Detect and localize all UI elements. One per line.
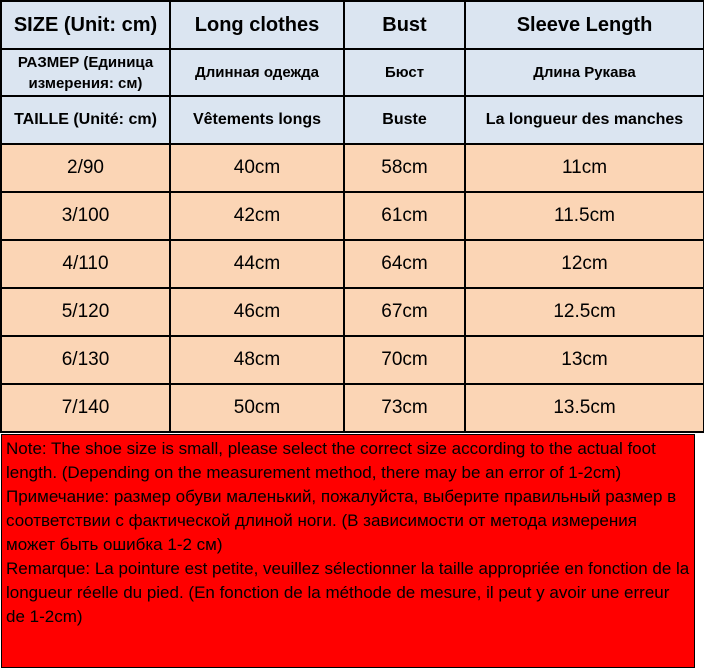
header-size-ru: РАЗМЕР (Единица измерения: см) [1,49,170,96]
note-russian: Примечание: размер обуви маленький, пожалуйста, выберите правильный размер в соответствии с фактической длиной ноги. (В зависимости от метода измерения может быть ошибка 1-2 см) [6,487,677,554]
sleeve-length-cell: 11cm [465,144,704,192]
header-row-russian [1,49,704,96]
note-english: Note: The shoe size is small, please select the correct size according to the actual foot length. (Depending on the measurement method, there may be an error of 1-2cm) [6,439,656,482]
bust-cell: 58cm [344,144,465,192]
long-clothes-cell: 50cm [170,384,344,432]
bust-cell: 70cm [344,336,465,384]
long-clothes-cell: 48cm [170,336,344,384]
long-clothes-cell: 46cm [170,288,344,336]
header-row-french [1,96,704,144]
header-bust-ru: Бюст [344,49,465,96]
table-row [1,384,704,432]
bust-cell: 67cm [344,288,465,336]
bust-cell: 64cm [344,240,465,288]
size-cell: 5/120 [1,288,170,336]
sleeve-length-cell: 11.5cm [465,192,704,240]
long-clothes-cell: 40cm [170,144,344,192]
size-cell: 3/100 [1,192,170,240]
table-row [1,192,704,240]
table-row [1,144,704,192]
header-sleeve-length-fr: La longueur des manches [465,96,704,144]
long-clothes-cell: 42cm [170,192,344,240]
sleeve-length-cell: 12cm [465,240,704,288]
header-long-clothes-fr: Vêtements longs [170,96,344,144]
note-box [1,434,695,668]
header-size: SIZE (Unit: cm) [1,1,170,49]
size-cell: 6/130 [1,336,170,384]
table-row [1,336,704,384]
table-row [1,288,704,336]
header-size-fr: TAILLE (Unité: cm) [1,96,170,144]
size-cell: 2/90 [1,144,170,192]
header-bust-fr: Buste [344,96,465,144]
long-clothes-cell: 44cm [170,240,344,288]
sleeve-length-cell: 13.5cm [465,384,704,432]
note-french: Remarque: La pointure est petite, veuillez sélectionner la taille appropriée en fonction de la longueur réelle du pied. (En fonction de la méthode de mesure, il peut y avoir une erreur de 1-2cm) [6,559,690,626]
bust-cell: 73cm [344,384,465,432]
table-row [1,240,704,288]
header-long-clothes-ru: Длинная одежда [170,49,344,96]
header-sleeve-length: Sleeve Length [465,1,704,49]
sleeve-length-cell: 13cm [465,336,704,384]
header-long-clothes: Long clothes [170,1,344,49]
size-cell: 4/110 [1,240,170,288]
header-row-english [1,1,704,49]
header-sleeve-length-ru: Длина Рукава [465,49,704,96]
bust-cell: 61cm [344,192,465,240]
size-cell: 7/140 [1,384,170,432]
sleeve-length-cell: 12.5cm [465,288,704,336]
header-bust: Bust [344,1,465,49]
